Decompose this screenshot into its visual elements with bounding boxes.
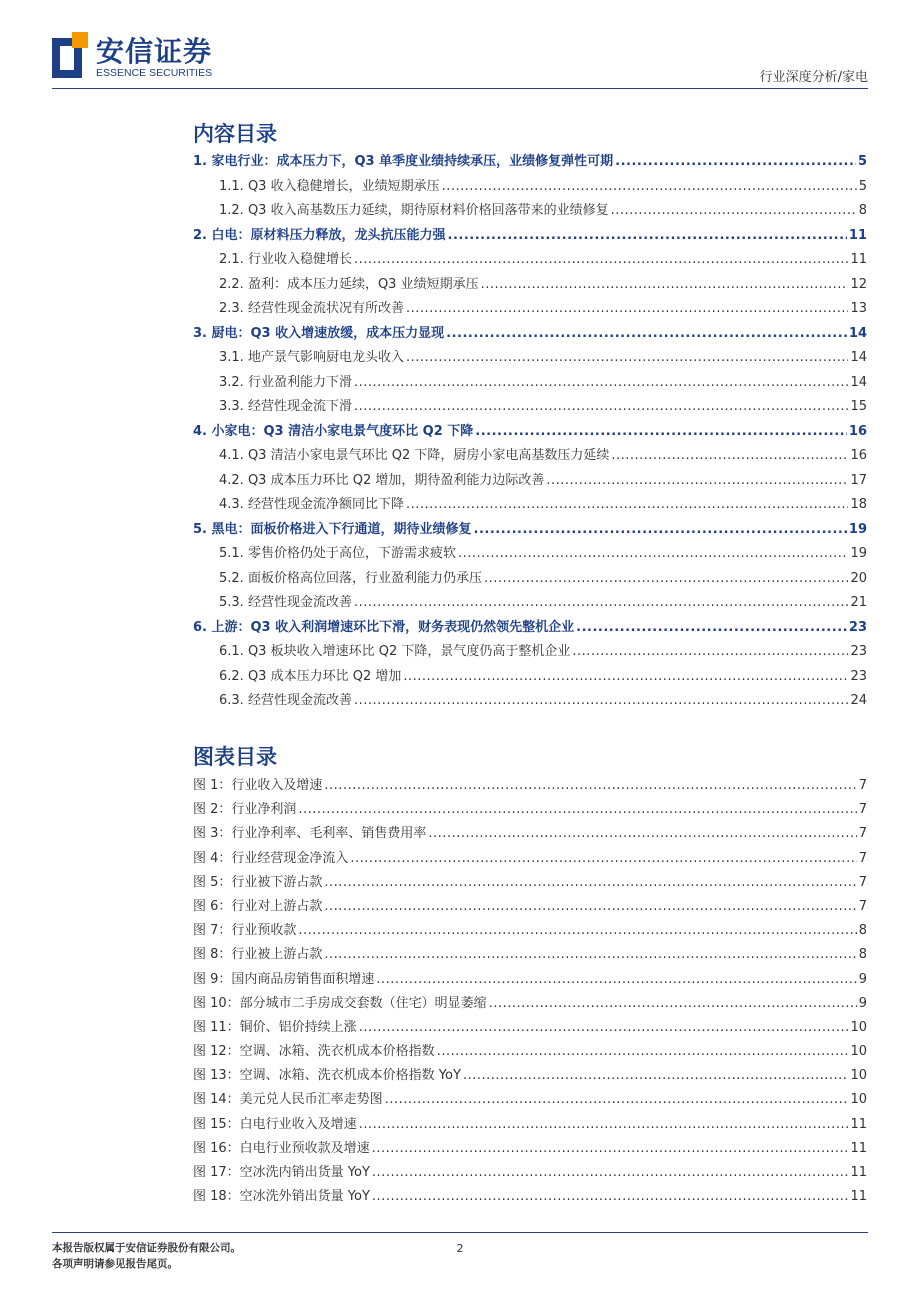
figure-entry-page: 7 [858, 802, 867, 818]
figure-entry-page: 9 [858, 995, 867, 1011]
figure-entry[interactable] [193, 1113, 867, 1137]
toc-entry[interactable] [193, 175, 867, 200]
toc-entry-page: 18 [850, 497, 867, 512]
dot-leader [372, 1161, 849, 1185]
figure-list [193, 774, 867, 1209]
toc-entry[interactable] [193, 371, 867, 396]
figure-entry[interactable] [193, 943, 867, 967]
toc-entry-title: 4.3. 经营性现金流净额同比下降 [219, 497, 404, 512]
figure-entry-title: 图 13：空调、冰箱、洗衣机成本价格指数 YoY [193, 1068, 461, 1084]
toc-entry-page: 5 [858, 178, 867, 194]
dot-leader [385, 1088, 849, 1112]
toc-entry[interactable] [193, 297, 867, 322]
dot-leader [546, 469, 848, 494]
dot-leader [376, 968, 856, 992]
footer-copyright: 本报告版权属于安信证券股份有限公司。 [52, 1242, 241, 1254]
figure-entry-page: 9 [858, 971, 867, 987]
figure-entry-page: 11 [850, 1165, 867, 1180]
toc-entry-title: 6. 上游：Q3 收入利润增速环比下滑，财务表现仍然领先整机企业 [193, 619, 575, 635]
toc-entry-page: 19 [848, 521, 867, 537]
table-of-contents [193, 150, 867, 714]
figure-entry[interactable] [193, 1016, 867, 1040]
logo-chinese-name: 安信证券 [96, 35, 213, 68]
toc-entry[interactable] [193, 224, 867, 249]
toc-entry[interactable] [193, 420, 867, 445]
toc-entry-page: 17 [850, 472, 867, 488]
toc-entry-title: 2.1. 行业收入稳健增长 [219, 252, 352, 267]
logo-english-name: ESSENCE SECURITIES [96, 67, 213, 79]
figure-entry-title: 图 17：空冰洗内销出货量 YoY [193, 1165, 370, 1180]
toc-entry-title: 2. 白电：原材料压力释放，龙头抗压能力强 [193, 227, 446, 243]
company-logo [52, 30, 232, 82]
figure-entry-page: 10 [850, 1068, 867, 1084]
figure-entry-page: 8 [858, 947, 867, 963]
toc-entry-title: 1. 家电行业：成本压力下，Q3 单季度业绩持续承压，业绩修复弹性可期 [193, 154, 614, 169]
toc-entry-page: 16 [848, 423, 867, 439]
toc-entry-page: 5 [857, 154, 867, 169]
dot-leader [406, 346, 849, 371]
footer-disclaimer: 各项声明请参见报告尾页。 [52, 1258, 178, 1270]
toc-entry-title: 6.3. 经营性现金流改善 [219, 693, 352, 708]
dot-leader [615, 150, 856, 175]
figure-entry[interactable] [193, 1137, 867, 1161]
figure-entry[interactable] [193, 1161, 867, 1185]
toc-entry-page: 23 [850, 644, 867, 659]
figure-entry[interactable] [193, 1064, 867, 1088]
figure-entry-title: 图 6：行业对上游占款 [193, 898, 323, 914]
figure-entry-title: 图 7：行业预收款 [193, 923, 297, 939]
figure-entry[interactable] [193, 847, 867, 871]
page-header [0, 0, 920, 92]
dot-leader [448, 224, 847, 249]
figure-entry[interactable] [193, 919, 867, 943]
dot-leader [372, 1185, 849, 1209]
toc-entry-title: 2.3. 经营性现金流状况有所改善 [219, 301, 404, 316]
figure-entry-page: 10 [850, 1044, 867, 1060]
figures-title: 图表目录 [193, 745, 277, 769]
dot-leader [458, 542, 849, 567]
dot-leader [406, 297, 849, 322]
figure-entry-title: 图 4：行业经营现金净流入 [193, 850, 349, 866]
toc-entry[interactable] [193, 689, 867, 714]
figure-entry[interactable] [193, 895, 867, 919]
dot-leader [354, 248, 849, 273]
dot-leader [406, 493, 849, 518]
dot-leader [474, 518, 847, 543]
figure-entry[interactable] [193, 968, 867, 992]
figure-entry-page: 8 [858, 923, 867, 939]
header-divider [52, 88, 868, 89]
dot-leader [359, 1113, 849, 1137]
toc-entry[interactable] [193, 199, 867, 224]
logo-mark-icon [52, 32, 88, 78]
figure-entry[interactable] [193, 1088, 867, 1112]
toc-entry-title: 5.1. 零售价格仍处于高位，下游需求疲软 [219, 546, 456, 561]
dot-leader [446, 322, 847, 347]
toc-entry-title: 1.2. Q3 收入高基数压力延续，期待原材料价格回落带来的业绩修复 [219, 203, 609, 218]
figure-entry-title: 图 18：空冰洗外销出货量 YoY [193, 1189, 370, 1205]
toc-entry-page: 11 [848, 227, 867, 243]
toc-entry-title: 4.2. Q3 成本压力环比 Q2 增加，期待盈利能力边际改善 [219, 472, 545, 488]
toc-entry-title: 6.2. Q3 成本压力环比 Q2 增加 [219, 668, 402, 684]
figure-entry-title: 图 9：国内商品房销售面积增速 [193, 971, 375, 987]
toc-entry-page: 19 [850, 546, 867, 561]
toc-entry[interactable] [193, 616, 867, 641]
footer-divider [52, 1232, 868, 1233]
figure-entry-title: 图 5：行业被下游占款 [193, 874, 323, 890]
toc-entry-title: 3.1. 地产景气影响厨电龙头收入 [219, 350, 404, 365]
dot-leader [298, 798, 856, 822]
toc-entry-title: 5.2. 面板价格高位回落，行业盈利能力仍承压 [219, 570, 482, 586]
figure-entry-page: 7 [858, 874, 867, 890]
figure-entry[interactable] [193, 1040, 867, 1064]
toc-entry-page: 23 [848, 619, 867, 635]
dot-leader [611, 444, 848, 469]
toc-entry-title: 1.1. Q3 收入稳健增长，业绩短期承压 [219, 178, 440, 194]
dot-leader [475, 420, 847, 445]
toc-entry-page: 23 [850, 668, 867, 684]
figure-entry-title: 图 8：行业被上游占款 [193, 947, 323, 963]
figure-entry-page: 10 [850, 1019, 867, 1035]
dot-leader [324, 871, 856, 895]
dot-leader [611, 199, 857, 224]
toc-entry-page: 12 [850, 276, 867, 292]
figure-entry-page: 7 [858, 778, 867, 793]
figure-entry-title: 图 1：行业收入及增速 [193, 778, 323, 793]
toc-entry[interactable] [193, 493, 867, 518]
toc-entry[interactable] [193, 150, 867, 175]
toc-entry-title: 3.2. 行业盈利能力下滑 [219, 374, 352, 390]
dot-leader [403, 665, 848, 690]
dot-leader [428, 822, 856, 846]
dot-leader [324, 895, 856, 919]
figure-entry-title: 图 11：铜价、铝价持续上涨 [193, 1019, 357, 1035]
dot-leader [437, 1040, 849, 1064]
figure-entry-page: 11 [850, 1116, 867, 1132]
figure-entry[interactable] [193, 774, 867, 798]
dot-leader [481, 273, 849, 298]
toc-entry[interactable] [193, 346, 867, 371]
dot-leader [442, 175, 857, 200]
toc-entry-page: 8 [858, 203, 867, 218]
figure-entry-title: 图 14：美元兑人民币汇率走势图 [193, 1092, 383, 1108]
dot-leader [463, 1064, 849, 1088]
figure-entry-page: 7 [858, 850, 867, 866]
figure-entry-page: 10 [850, 1092, 867, 1108]
toc-entry[interactable] [193, 395, 867, 420]
dot-leader [354, 591, 849, 616]
dot-leader [298, 919, 856, 943]
dot-leader [324, 774, 856, 798]
toc-entry-page: 14 [848, 325, 867, 341]
figure-entry-page: 11 [850, 1140, 867, 1156]
figure-entry-title: 图 2：行业净利润 [193, 802, 297, 818]
toc-entry-page: 13 [850, 301, 867, 316]
toc-entry-title: 2.2. 盈利：成本压力延续，Q3 业绩短期承压 [219, 276, 479, 292]
dot-leader [354, 689, 849, 714]
dot-leader [354, 371, 849, 396]
toc-entry[interactable] [193, 567, 867, 592]
toc-entry-title: 5. 黑电：面板价格进入下行通道，期待业绩修复 [193, 521, 472, 537]
toc-title: 内容目录 [193, 122, 277, 146]
dot-leader [372, 1137, 849, 1161]
figure-entry-title: 图 16：白电行业预收款及增速 [193, 1140, 370, 1156]
toc-entry[interactable] [193, 542, 867, 567]
toc-entry[interactable] [193, 469, 867, 494]
toc-entry-page: 14 [850, 350, 867, 365]
figure-entry[interactable] [193, 822, 867, 846]
figure-entry-title: 图 12：空调、冰箱、洗衣机成本价格指数 [193, 1044, 435, 1060]
toc-entry-page: 16 [850, 448, 867, 463]
figure-entry[interactable] [193, 871, 867, 895]
dot-leader [324, 943, 856, 967]
dot-leader [359, 1016, 849, 1040]
toc-entry-title: 6.1. Q3 板块收入增速环比 Q2 下降，景气度仍高于整机企业 [219, 644, 571, 659]
dot-leader [350, 847, 856, 871]
dot-leader [354, 395, 849, 420]
toc-entry[interactable] [193, 322, 867, 347]
toc-entry-title: 3. 厨电：Q3 收入增速放缓，成本压力显现 [193, 325, 445, 341]
toc-entry-page: 24 [850, 693, 867, 708]
figure-entry-page: 7 [858, 898, 867, 914]
toc-entry-page: 20 [850, 570, 867, 586]
toc-entry[interactable] [193, 248, 867, 273]
dot-leader [572, 640, 848, 665]
toc-entry[interactable] [193, 518, 867, 543]
toc-entry[interactable] [193, 665, 867, 690]
figure-entry[interactable] [193, 798, 867, 822]
toc-entry-title: 4.1. Q3 清洁小家电景气环比 Q2 下降，厨房小家电高基数压力延续 [219, 448, 610, 463]
figure-entry-page: 11 [850, 1189, 867, 1205]
toc-entry-page: 14 [850, 374, 867, 390]
toc-entry-page: 15 [850, 399, 867, 414]
dot-leader [489, 992, 857, 1016]
figure-entry-title: 图 3：行业净利率、毛利率、销售费用率 [193, 826, 427, 842]
toc-entry[interactable] [193, 444, 867, 469]
toc-entry-title: 4. 小家电：Q3 清洁小家电景气度环比 Q2 下降 [193, 423, 474, 439]
report-category: 行业深度分析/家电 [759, 70, 868, 85]
figure-entry-title: 图 15：白电行业收入及增速 [193, 1116, 357, 1132]
figure-entry[interactable] [193, 1185, 867, 1209]
toc-entry[interactable] [193, 640, 867, 665]
dot-leader [576, 616, 847, 641]
page-number: 2 [456, 1242, 464, 1255]
toc-entry-page: 11 [850, 252, 867, 267]
figure-entry-title: 图 10：部分城市二手房成交套数（住宅）明显萎缩 [193, 995, 487, 1011]
toc-entry-page: 21 [850, 595, 867, 610]
toc-entry[interactable] [193, 273, 867, 298]
toc-entry[interactable] [193, 591, 867, 616]
dot-leader [484, 567, 849, 592]
toc-entry-title: 5.3. 经营性现金流改善 [219, 595, 352, 610]
figure-entry[interactable] [193, 992, 867, 1016]
toc-entry-title: 3.3. 经营性现金流下滑 [219, 399, 352, 414]
figure-entry-page: 7 [858, 826, 867, 842]
